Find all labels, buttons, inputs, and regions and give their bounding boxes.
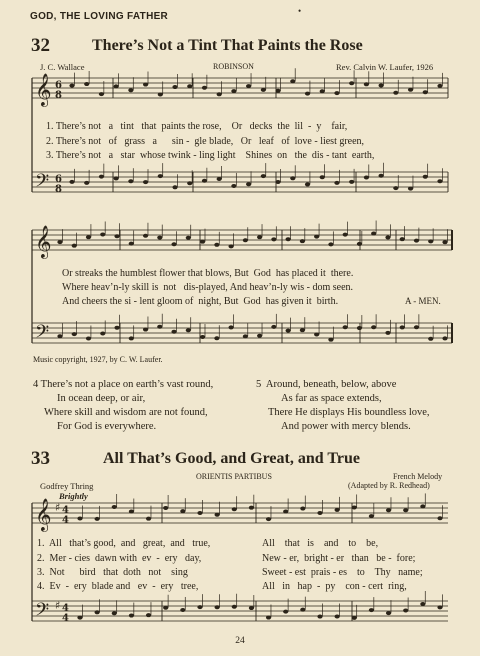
note-head [290, 176, 295, 180]
note-head [243, 238, 248, 242]
note-head [334, 91, 339, 95]
note-head [343, 325, 348, 329]
note-head [229, 325, 234, 329]
note-head [403, 508, 408, 512]
note-head [84, 82, 89, 86]
verse-line: 4. Ev - ery blade and ev - ery tree, [37, 581, 199, 592]
treble-clef-icon: 𝄞 [35, 73, 52, 106]
svg-text:8: 8 [55, 90, 62, 101]
note-head [232, 605, 237, 609]
note-head [352, 616, 357, 620]
note-head [275, 89, 280, 93]
note-head [442, 240, 447, 244]
note-head [57, 240, 62, 244]
note-head [305, 92, 310, 96]
note-head [217, 92, 222, 96]
note-head [200, 240, 205, 244]
note-head [180, 608, 185, 612]
svg-text:♯: ♯ [55, 599, 61, 612]
note-head [320, 175, 325, 179]
note-head [423, 90, 428, 94]
note-head [77, 516, 82, 520]
note-head [371, 232, 376, 236]
composer: French Melody [393, 472, 443, 481]
arranger: (Adapted by R. Redhead) [348, 481, 430, 490]
hymn-number: 33 [31, 448, 50, 469]
note-head [129, 336, 134, 340]
note-head [290, 79, 295, 83]
note-head [386, 611, 391, 615]
note-head [100, 331, 105, 335]
note-head [95, 610, 100, 614]
verse5-line: And power with mercy blends. [281, 421, 411, 432]
note-head [352, 505, 357, 509]
note-head [249, 606, 254, 610]
section-header: GOD, THE LOVING FATHER [30, 11, 169, 22]
svg-text:6: 6 [55, 80, 62, 91]
note-head [202, 179, 207, 183]
svg-text:𝄞: 𝄞 [35, 498, 52, 531]
note-head [400, 325, 405, 329]
note-head [257, 235, 262, 239]
note-head [393, 91, 398, 95]
note-head [442, 336, 447, 340]
note-head [334, 181, 339, 185]
note-head [349, 180, 354, 184]
note-head [186, 236, 191, 240]
svg-text:𝄞: 𝄞 [35, 225, 52, 258]
note-head [283, 510, 288, 514]
note-head [217, 177, 222, 181]
svg-text:𝄢: 𝄢 [35, 600, 50, 625]
note-head [95, 517, 100, 521]
note-head [57, 334, 62, 338]
staff-treble-2 [32, 230, 452, 250]
verse-line: Where heav’n-ly skill is not dis-played, And heav’n-ly wis - dom seen. [62, 282, 354, 293]
tempo-marking: Brightly [59, 491, 88, 501]
note-head [72, 332, 77, 336]
note-head [300, 328, 305, 332]
note-head [261, 88, 266, 92]
verse5-line: As far as space extends, [281, 393, 382, 404]
note-head [423, 175, 428, 179]
note-head [114, 84, 119, 88]
note-head [428, 239, 433, 243]
note-head [300, 239, 305, 243]
note-head [172, 85, 177, 89]
verse4-line: In ocean deep, or air, [57, 393, 146, 404]
note-head [437, 516, 442, 520]
note-head [158, 174, 163, 178]
tune-name: ORIENTIS PARTIBUS [196, 472, 272, 481]
hymn-title: There’s Not a Tint That Paints the Rose [92, 37, 363, 54]
svg-text:𝄢: 𝄢 [35, 322, 50, 347]
verse-line: Or streaks the humblest flower that blows, But God has placed it there. [62, 268, 354, 279]
verse-line: 1. All that’s good, and great, and true, [37, 538, 211, 549]
note-head [246, 84, 251, 88]
note-head [369, 608, 374, 612]
note-head [84, 181, 89, 185]
note-head [328, 242, 333, 246]
note-head [243, 334, 248, 338]
note-head [128, 179, 133, 183]
note-head [271, 325, 276, 329]
note-head [400, 237, 405, 241]
note-head [328, 338, 333, 342]
note-head [317, 615, 322, 619]
svg-text:4: 4 [62, 515, 69, 526]
note-head [286, 237, 291, 241]
svg-text:♯: ♯ [55, 501, 61, 514]
note-head [314, 235, 319, 239]
note-head [215, 513, 220, 517]
note-head [408, 187, 413, 191]
note-head [371, 325, 376, 329]
note-head [349, 81, 354, 85]
note-head [129, 242, 134, 246]
hymn-title: All That’s Good, and Great, and True [103, 450, 360, 467]
note-head [100, 232, 105, 236]
note-head [172, 185, 177, 189]
note-head [129, 510, 134, 514]
note-head [286, 329, 291, 333]
note-head [114, 176, 119, 180]
note-head [171, 330, 176, 334]
note-head [146, 517, 151, 521]
note-head [437, 179, 442, 183]
svg-text:8: 8 [55, 184, 62, 195]
note-head [266, 616, 271, 620]
note-head [386, 508, 391, 512]
composer: Rev. Calvin W. Laufer, 1926 [336, 62, 434, 72]
verse-line: 1. There’s not a tint that paints the rose, Or decks the lil - y fair, [46, 121, 348, 132]
note-head [157, 236, 162, 240]
verse5-line: 5 Around, beneath, below, above [256, 379, 397, 390]
verse4-line: 4 There’s not a place on earth’s vast round, [33, 379, 214, 390]
note-head [157, 325, 162, 329]
note-head [69, 84, 74, 88]
note-head [266, 517, 271, 521]
note-head [403, 608, 408, 612]
note-head [357, 326, 362, 330]
note-head [143, 234, 148, 238]
note-head [186, 328, 191, 332]
note-head [305, 182, 310, 186]
note-head [231, 89, 236, 93]
note-head [171, 242, 176, 246]
verse-line: 2. Mer - cies dawn with ev - ery day, [37, 553, 202, 564]
note-head [408, 88, 413, 92]
note-head [180, 509, 185, 513]
note-head [393, 186, 398, 190]
note-head [232, 507, 237, 511]
note-head [72, 244, 77, 248]
svg-text:6: 6 [55, 174, 62, 185]
note-head [271, 237, 276, 241]
note-head [320, 89, 325, 93]
hymn-author: J. C. Wallace [40, 62, 85, 72]
note-head [202, 86, 207, 90]
note-head [112, 611, 117, 615]
verse-line: And cheers the si - lent gloom of night, But God has given it birth. [62, 296, 339, 307]
svg-text:4: 4 [62, 603, 69, 614]
note-head [215, 605, 220, 609]
note-head [86, 235, 91, 239]
note-head [420, 504, 425, 508]
page-mark: • [298, 6, 302, 16]
note-head [163, 606, 168, 610]
note-head [129, 614, 134, 618]
hymn-number: 32 [31, 35, 50, 56]
note-head [99, 92, 104, 96]
note-head [77, 616, 82, 620]
note-head [86, 336, 91, 340]
note-head [335, 614, 340, 618]
verse4-line: Where skill and wisdom are not found, [44, 407, 208, 418]
note-head [143, 328, 148, 332]
note-head [357, 242, 362, 246]
note-head [114, 234, 119, 238]
note-head [385, 235, 390, 239]
note-head [69, 180, 74, 184]
verse5-line: There He displays His boundless love, [268, 407, 430, 418]
hymn-author: Godfrey Thring [40, 481, 94, 491]
note-head [231, 184, 236, 188]
note-head [197, 605, 202, 609]
note-head [246, 182, 251, 186]
note-head [249, 506, 254, 510]
note-head [379, 174, 384, 178]
page-number: 24 [235, 636, 245, 646]
note-head [163, 506, 168, 510]
note-head [283, 610, 288, 614]
note-head [229, 244, 234, 248]
verse-line: All in hap - py con - cert ring, [262, 581, 407, 592]
verse-line: All that is and to be, [262, 538, 379, 549]
note-head [158, 92, 163, 96]
note-head [214, 336, 219, 340]
note-head [143, 83, 148, 87]
note-head [414, 239, 419, 243]
verse-line: Sweet - est prais - es to Thy name; [262, 567, 423, 578]
staff-bass-3 [32, 601, 448, 621]
note-head [128, 88, 133, 92]
staff-treble-3 [32, 503, 448, 523]
note-head [428, 337, 433, 341]
svg-text:4: 4 [62, 505, 69, 516]
note-head [275, 180, 280, 184]
svg-text:4: 4 [62, 613, 69, 624]
copyright: Music copyright, 1927, by C. W. Laufer. [33, 355, 163, 364]
amen: A - MEN. [405, 296, 441, 306]
note-head [420, 602, 425, 606]
note-head [437, 84, 442, 88]
verse-line: 3. Not bird that doth not sing [37, 567, 188, 578]
note-head [187, 84, 192, 88]
note-head [143, 180, 148, 184]
note-head [335, 508, 340, 512]
verse-line: New - er, bright - er than be - fore; [262, 553, 416, 564]
note-head [99, 175, 104, 179]
note-head [343, 233, 348, 237]
note-head [385, 331, 390, 335]
tune-name: ROBINSON [213, 62, 254, 71]
note-head [200, 335, 205, 339]
note-head [112, 505, 117, 509]
note-head [414, 325, 419, 329]
note-head [197, 511, 202, 515]
note-head [300, 507, 305, 511]
note-head [257, 334, 262, 338]
note-head [300, 608, 305, 612]
note-head [261, 174, 266, 178]
note-head [369, 514, 374, 518]
verse-line: 3. There’s not a star whose twink - ling light Shines on the dis - tant earth, [46, 150, 375, 161]
note-head [146, 613, 151, 617]
note-head [364, 175, 369, 179]
note-head [114, 326, 119, 330]
note-head [187, 181, 192, 185]
staff-bass-1 [32, 172, 448, 192]
verse-line: 2. There’s not of grass a sin - gle blade, Or leaf of love - liest green, [46, 136, 365, 147]
staff-treble-1 [32, 78, 448, 98]
note-head [379, 83, 384, 87]
note-head [214, 243, 219, 247]
note-head [314, 332, 319, 336]
note-head [364, 82, 369, 86]
verse4-line: For God is everywhere. [57, 421, 157, 432]
bass-clef-icon: 𝄢 [35, 171, 50, 196]
note-head [317, 511, 322, 515]
note-head [437, 605, 442, 609]
